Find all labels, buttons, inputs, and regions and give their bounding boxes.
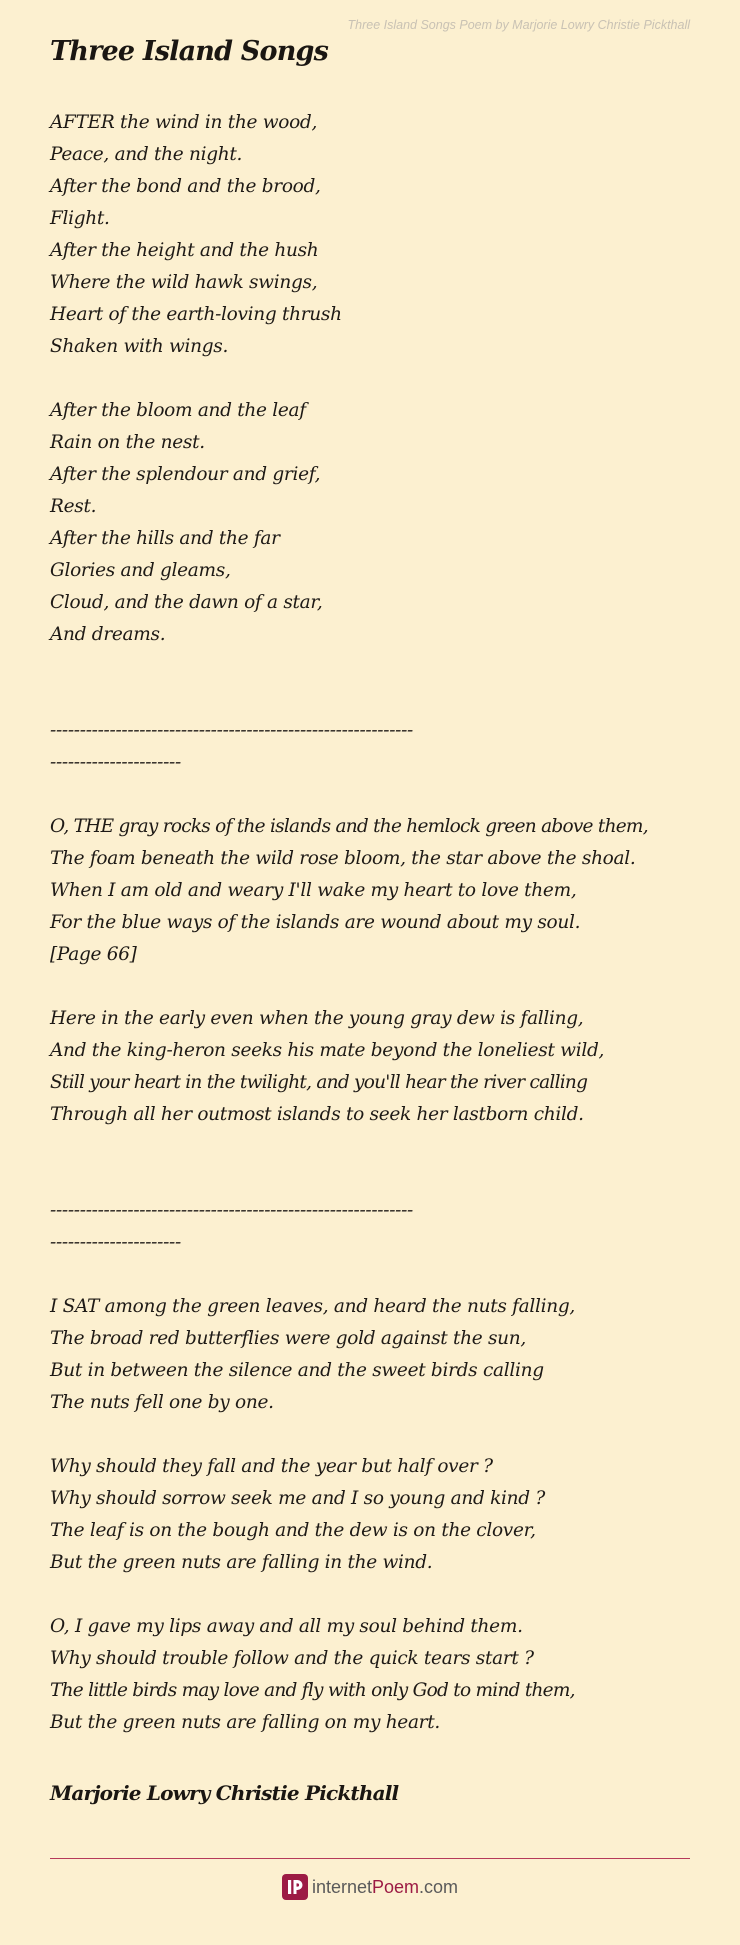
poem-line: And the king-heron seeks his mate beyond the loneliest wild, [50,1040,605,1061]
poem-line: O, THE gray rocks of the islands and the hemlock green above them, [50,816,648,837]
poem-line: After the splendour and grief, [50,464,321,485]
poem-line: After the height and the hush [50,240,319,261]
stanza [50,1291,710,1419]
poem-line: For the blue ways of the islands are wound about my soul. [50,912,581,933]
stanza [50,107,710,363]
logo-wordmark: internetPoem.com [311,1876,459,1897]
stanza [50,1003,710,1131]
poem-line: Why should sorrow seek me and I so young and kind ? [50,1488,545,1509]
divider-dashes: ---------------------- [50,752,181,773]
poem-line: But the green nuts are falling in the wind. [50,1552,433,1573]
poem-line: The foam beneath the wild rose bloom, the star above the shoal. [50,848,636,869]
poem-line: I SAT among the green leaves, and heard the nuts falling, [50,1296,575,1317]
poem-line: Why should they fall and the year but half over ? [50,1456,493,1477]
section-divider [50,715,710,779]
footer-logo[interactable] [0,1870,740,1904]
poem-line: Heart of the earth-loving thrush [50,304,342,325]
poem-line: AFTER the wind in the wood, [50,112,318,133]
stanza [50,1611,710,1739]
poem-line: The leaf is on the bough and the dew is on the clover, [50,1520,536,1541]
page-caption: Three Island Songs Poem by Marjorie Lowry Christie Pickthall [347,18,690,32]
poem-line: Peace, and the night. [50,144,243,165]
page-marker: [Page 66] [50,944,137,965]
poem-line: Through all her outmost islands to seek her lastborn child. [50,1104,584,1125]
stanza [50,1451,710,1579]
poem-line: Rest. [50,496,97,517]
stanza [50,395,710,651]
poem-line: Glories and gleams, [50,560,231,581]
poem-line: Cloud, and the dawn of a star, [50,592,323,613]
poem-line: But in between the silence and the sweet birds calling [50,1360,544,1381]
divider-dashes: ------------------------------------------------------------- [50,720,414,741]
poem-line: Rain on the nest. [50,432,205,453]
internetpoem-logo-icon [282,1874,308,1900]
poem-line: After the hills and the far [50,528,280,549]
poem-line: After the bond and the brood, [50,176,321,197]
poem-body [50,107,710,1739]
poem-line: The little birds may love and fly with only God to mind them, [50,1680,575,1701]
poem-line: And dreams. [50,624,166,645]
poem-line: Here in the early even when the young gray dew is falling, [50,1008,584,1029]
divider-dashes: ------------------------------------------------------------- [50,1200,414,1221]
poem-line: Still your heart in the twilight, and you'll hear the river calling [50,1072,588,1093]
section-divider [50,1195,710,1259]
poem-line: Where the wild hawk swings, [50,272,318,293]
poem-title: Three Island Songs [50,36,329,67]
poem-line: Shaken with wings. [50,336,229,357]
stanza [50,811,710,971]
footer-divider [50,1858,690,1859]
poem-line: Flight. [50,208,110,229]
poem-line: The broad red butterflies were gold against the sun, [50,1328,526,1349]
divider-dashes: ---------------------- [50,1232,181,1253]
poem-author: Marjorie Lowry Christie Pickthall [50,1781,399,1805]
poem-line: After the bloom and the leaf [50,400,306,421]
poem-line: The nuts fell one by one. [50,1392,274,1413]
poem-line: When I am old and weary I'll wake my heart to love them, [50,880,577,901]
poem-line: Why should trouble follow and the quick tears start ? [50,1648,534,1669]
poem-line: O, I gave my lips away and all my soul behind them. [50,1616,523,1637]
poem-line: But the green nuts are falling on my heart. [50,1712,440,1733]
